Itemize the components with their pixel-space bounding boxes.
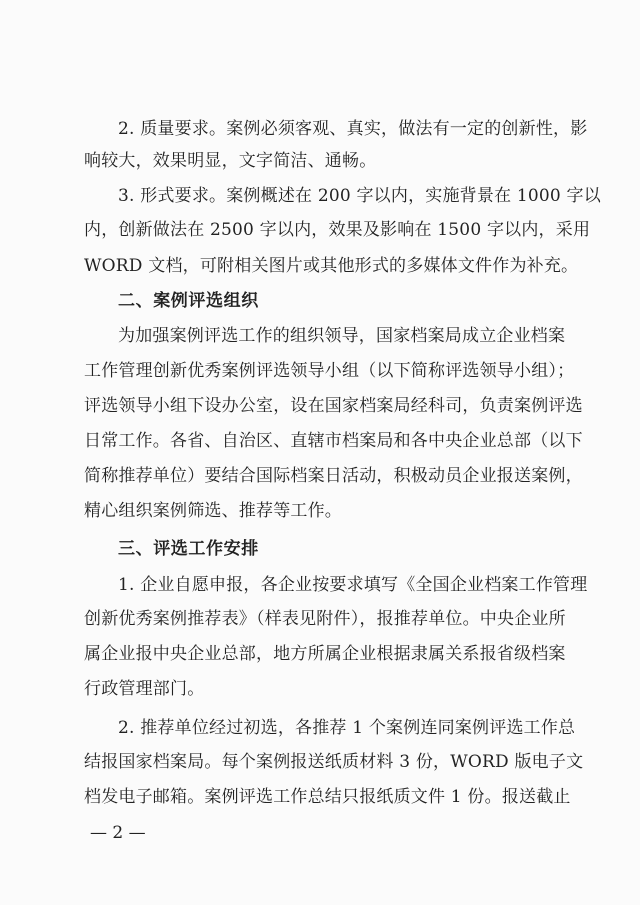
paragraph-line: 结报国家档案局。每个案例报送纸质材料 3 份，WORD 版电子文 bbox=[84, 752, 584, 772]
paragraph-line: 2. 质量要求。案例必须客观、真实，做法有一定的创新性，影 bbox=[118, 119, 588, 139]
paragraph-line: 3. 形式要求。案例概述在 200 字以内，实施背景在 1000 字以 bbox=[118, 186, 601, 206]
paragraph-line: 响较大，效果明显，文字简洁、通畅。 bbox=[84, 151, 377, 171]
paragraph-line: 简称推荐单位）要结合国际档案日活动，积极动员企业报送案例， bbox=[84, 466, 583, 486]
page-number: — 2 — bbox=[90, 823, 146, 843]
paragraph-line: 日常工作。各省、自治区、直辖市档案局和各中央企业总部（以下 bbox=[84, 431, 583, 451]
paragraph-line: 内，创新做法在 2500 字以内，效果及影响在 1500 字以内，采用 bbox=[84, 220, 591, 240]
paragraph-line: 属企业报中央企业总部，地方所属企业根据隶属关系报省级档案 bbox=[84, 644, 566, 664]
paragraph-line: 2. 推荐单位经过初选，各推荐 1 个案例连同案例评选工作总 bbox=[118, 718, 576, 738]
paragraph-line: 精心组织案例筛选、推荐等工作。 bbox=[84, 501, 342, 521]
paragraph-line: 工作管理创新优秀案例评选领导小组（以下简称评选领导小组）； bbox=[84, 361, 575, 381]
section-heading: 三、评选工作安排 bbox=[118, 539, 259, 559]
paragraph-line: 评选领导小组下设办公室，设在国家档案局经科司，负责案例评选 bbox=[84, 396, 583, 416]
section-heading: 二、案例评选组织 bbox=[118, 291, 259, 311]
paragraph-line: 行政管理部门。 bbox=[84, 679, 205, 699]
paragraph-line: 1. 企业自愿申报，各企业按要求填写《全国企业档案工作管理 bbox=[118, 575, 588, 595]
paragraph-line: WORD 文档，可附相关图片或其他形式的多媒体文件作为补充。 bbox=[84, 256, 579, 276]
paragraph-line: 创新优秀案例推荐表》（样表见附件），报推荐单位。中央企业所 bbox=[84, 609, 566, 629]
paragraph-line: 为加强案例评选工作的组织领导，国家档案局成立企业档案 bbox=[118, 326, 566, 346]
paragraph-line: 档发电子邮箱。案例评选工作总结只报纸质文件 1 份。报送截止 bbox=[84, 787, 571, 807]
